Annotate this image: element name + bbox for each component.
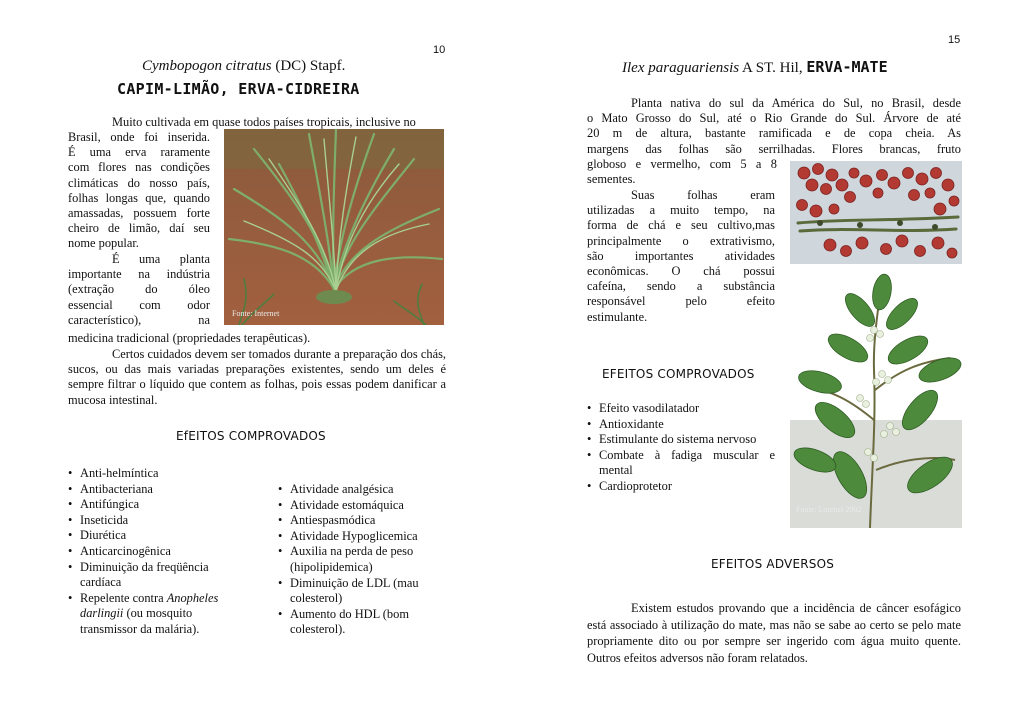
- leaves-line: principalmente o extrativismo,: [587, 233, 775, 248]
- leaves-paragraph: [587, 188, 775, 325]
- scientific-name: Cymbopogon citratus: [142, 58, 272, 74]
- page-number: 10: [433, 44, 446, 56]
- right-page: [515, 0, 1030, 728]
- list-item: • Diminuição de LDL (mau colesterol): [278, 576, 443, 607]
- leaves-line: econômicas. O chá possui: [587, 264, 775, 279]
- intro-line: com flores nas condições: [68, 160, 210, 175]
- list-item: • Atividade estomáquica: [278, 498, 443, 514]
- repellent-species: Anopheles darlingii: [80, 590, 219, 621]
- industry-continuation: medicina tradicional (propriedades terapêuticas).: [68, 331, 311, 345]
- effects-list: [587, 401, 775, 495]
- industry-line: É uma planta: [112, 252, 210, 266]
- common-name: ERVA-MATE: [806, 58, 888, 76]
- adverse-paragraph: Existem estudos provando que a incidência de câncer esofágico está associado à utilização do mate, mas não se sabe ao certo se pelo mate propriamente dito ou por sempre ser ingerido com água muito quente. Outros efeitos adversos não foram relatados.: [587, 601, 961, 665]
- intro-line: É uma erva raramente: [68, 145, 210, 160]
- effects-list-col2: [278, 482, 443, 638]
- effects-list-col1: [68, 466, 268, 638]
- repellent-suffix: (ou mosquito transmissor da malária).: [80, 606, 200, 636]
- description-line: sementes.: [587, 172, 636, 187]
- leaves-line: cafeína, sendo a substância: [587, 279, 775, 294]
- leaves-line: utilizadas a muito tempo, na: [587, 203, 775, 218]
- effects-heading: EFEITOS COMPROVADOS: [602, 367, 755, 381]
- effects-heading: EfEITOS COMPROVADOS: [176, 429, 326, 443]
- scientific-name-heading: [142, 58, 345, 75]
- list-item: • Efeito vasodilatador: [587, 401, 775, 417]
- description-paragraph: [587, 96, 961, 157]
- mate-branch-photo: [790, 270, 962, 528]
- description-line: margens das folhas são serrilhadas. Flores brancas, fruto: [587, 141, 961, 156]
- description-narrow: [587, 157, 777, 187]
- list-item: • Antiespasmódica: [278, 513, 443, 529]
- description-line: 20 m de altura, bastante ramificada e de copa cheia. As: [587, 126, 961, 141]
- author-name: A ST. Hil,: [739, 60, 803, 76]
- industry-line: importante na indústria: [68, 267, 210, 282]
- list-item: • Estimulante do sistema nervoso: [587, 432, 775, 448]
- leaves-line: Suas folhas eram: [631, 188, 775, 202]
- repellent-prefix: Repelente contra: [80, 590, 167, 605]
- list-item: • Cardioprotetor: [587, 479, 775, 495]
- intro-line: nome popular.: [68, 236, 139, 251]
- intro-line: amassadas, possuem forte: [68, 206, 210, 221]
- list-item: • Diminuição da freqüência cardíaca: [68, 560, 230, 591]
- list-item: • Diurética: [68, 528, 268, 544]
- page-number: 15: [948, 34, 961, 46]
- branch-illustration: [790, 270, 962, 528]
- industry-paragraph: [68, 252, 210, 328]
- list-item: • Antibacteriana: [68, 482, 268, 498]
- list-item: • Auxilia na perda de peso (hipolipidemica): [278, 544, 443, 575]
- list-item: • Antifúngica: [68, 497, 268, 513]
- list-item: • Atividade Hypoglicemica: [278, 529, 443, 545]
- intro-line: folhas longas que, quando: [68, 190, 210, 205]
- leaves-line: estimulante.: [587, 309, 648, 324]
- list-item: • Aumento do HDL (bom colesterol).: [278, 607, 443, 638]
- fruit-illustration: [790, 161, 962, 264]
- description-line: Planta nativa do sul da América do Sul, no Brasil, desde: [631, 96, 961, 110]
- care-paragraph: Certos cuidados devem ser tomados durante a preparação dos chás, sucos, ou das mais variadas preparações existentes, sendo um deles é sempre filtrar o líquido que contem as folhas, pois essas podem danificar a mucosa intestinal.: [68, 347, 446, 407]
- lemongrass-illustration: [224, 129, 444, 325]
- list-item: • Anti-helmíntica: [68, 466, 268, 482]
- list-item: • Antioxidante: [587, 417, 775, 433]
- description-line: globoso e vermelho, com 5 a 8: [587, 157, 777, 171]
- intro-line: cheiro de limão, daí seu: [68, 221, 210, 236]
- leaves-line: forma de chá e seu cultivo,mas: [587, 218, 775, 233]
- author-name: (DC) Stapf.: [271, 58, 346, 74]
- adverse-heading: EFEITOS ADVERSOS: [711, 557, 835, 571]
- leaves-line: responsável pelo efeito: [587, 294, 775, 309]
- intro-paragraph: [68, 130, 210, 252]
- industry-line: característico), na: [68, 312, 210, 327]
- industry-line: (extração do óleo: [68, 282, 210, 297]
- list-item: • Inseticida: [68, 513, 268, 529]
- list-item: [68, 591, 245, 638]
- list-item: • Combate à fadiga muscular e mental: [587, 448, 775, 479]
- lemongrass-photo: [224, 129, 444, 325]
- list-item: • Anticarcinogênica: [68, 544, 268, 560]
- photo-credit: Fonte: Lorenzi 2002: [796, 505, 862, 514]
- leaves-line: são importantes atividades: [587, 248, 775, 263]
- industry-line: essencial com odor: [68, 297, 210, 312]
- scientific-name-heading: [622, 58, 888, 77]
- scientific-name: Ilex paraguariensis: [622, 60, 740, 76]
- intro-line: Brasil, onde foi inserida.: [68, 130, 210, 144]
- list-item: • Atividade analgésica: [278, 482, 443, 498]
- common-names: CAPIM-LIMÃO, ERVA-CIDREIRA: [117, 80, 360, 98]
- intro-line: climáticas do nosso país,: [68, 175, 210, 190]
- description-line: o Mato Grosso do Sul, até o Rio Grande do Sul. Árvore de até: [587, 111, 961, 126]
- intro-first-line: Muito cultivada em quase todos países tropicais, inclusive no: [112, 115, 416, 129]
- photo-credit: Fonte: Internet: [232, 309, 280, 318]
- mate-fruit-photo: [790, 161, 962, 264]
